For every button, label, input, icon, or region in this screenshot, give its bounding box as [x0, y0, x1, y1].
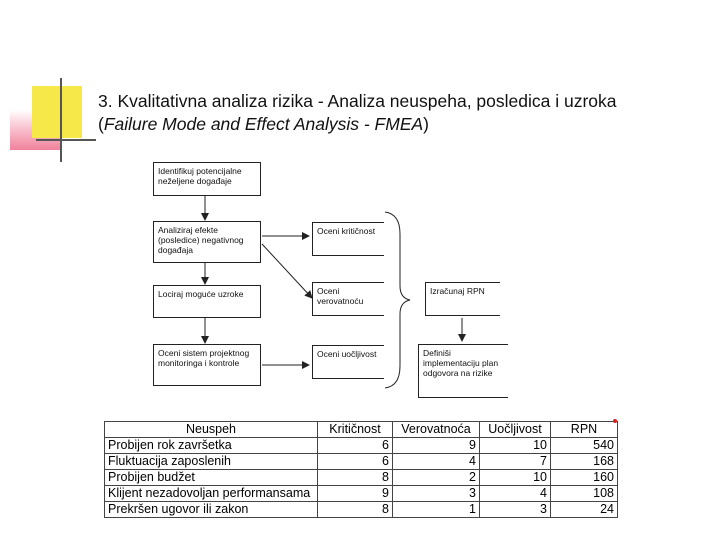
cell-detectability: 3: [480, 502, 551, 518]
cell-failure: Klijent nezadovoljan performansama: [105, 486, 318, 502]
flow-box-monitor: Oceni sistem projektnog monitoringa i kontrole: [153, 344, 261, 386]
header-rpn: RPN: [551, 422, 618, 438]
cell-probability: 1: [393, 502, 480, 518]
cell-detectability: 10: [480, 470, 551, 486]
red-marker-dot: [613, 419, 617, 423]
table-row: [105, 454, 618, 470]
header-neuspeh: Neuspeh: [105, 422, 318, 438]
cell-rpn: 168: [551, 454, 618, 470]
header-verovatnoca: Verovatnoća: [393, 422, 480, 438]
cell-probability: 2: [393, 470, 480, 486]
fmea-table: [104, 421, 618, 518]
cell-failure: Probijen budžet: [105, 470, 318, 486]
flow-box-analyze: Analiziraj efekte (posledice) negativnog događaja: [153, 221, 261, 263]
table-row: [105, 502, 618, 518]
table-header-row: [105, 422, 618, 438]
flow-box-detectability: Oceni uočljivost: [312, 345, 384, 379]
title-italic: Failure Mode and Effect Analysis - FMEA: [103, 114, 424, 134]
flow-box-define-plan: Definiši implementaciju plan odgovora na rizike: [418, 344, 508, 398]
cell-criticality: 8: [318, 470, 393, 486]
brace: [385, 212, 410, 388]
flow-box-criticality: Oceni kritičnost: [312, 222, 384, 256]
cell-probability: 4: [393, 454, 480, 470]
table-row: [105, 470, 618, 486]
cell-failure: Prekršen ugovor ili zakon: [105, 502, 318, 518]
cell-rpn: 540: [551, 438, 618, 454]
title-paren-open: (: [98, 114, 104, 134]
header-uocljivost: Uočljivost: [480, 422, 551, 438]
flow-box-identify: Identifikuj potencijalne neželjene događaje: [153, 162, 261, 196]
cell-rpn: 160: [551, 470, 618, 486]
cell-criticality: 6: [318, 438, 393, 454]
flow-box-locate: Lociraj moguće uzroke: [153, 285, 261, 318]
cell-criticality: 9: [318, 486, 393, 502]
cell-criticality: 6: [318, 454, 393, 470]
title-main: 3. Kvalitativna analiza rizika - Analiza neuspeha, posledica i uzroka: [98, 91, 617, 111]
cell-rpn: 24: [551, 502, 618, 518]
header-kriticnost: Kritičnost: [318, 422, 393, 438]
cell-probability: 3: [393, 486, 480, 502]
title-paren-close: ): [423, 114, 429, 134]
flow-box-probability: Oceni verovatnoću: [312, 282, 384, 316]
cell-failure: Fluktuacija zaposlenih: [105, 454, 318, 470]
cell-detectability: 4: [480, 486, 551, 502]
flow-box-compute-rpn: Izračunaj RPN: [425, 282, 500, 316]
cell-rpn: 108: [551, 486, 618, 502]
cell-criticality: 8: [318, 502, 393, 518]
cell-failure: Probijen rok završetka: [105, 438, 318, 454]
cell-detectability: 10: [480, 438, 551, 454]
arrow-2-verovatnoca: [262, 244, 312, 298]
cell-detectability: 7: [480, 454, 551, 470]
cell-probability: 9: [393, 438, 480, 454]
table-row: [105, 438, 618, 454]
table-row: [105, 486, 618, 502]
